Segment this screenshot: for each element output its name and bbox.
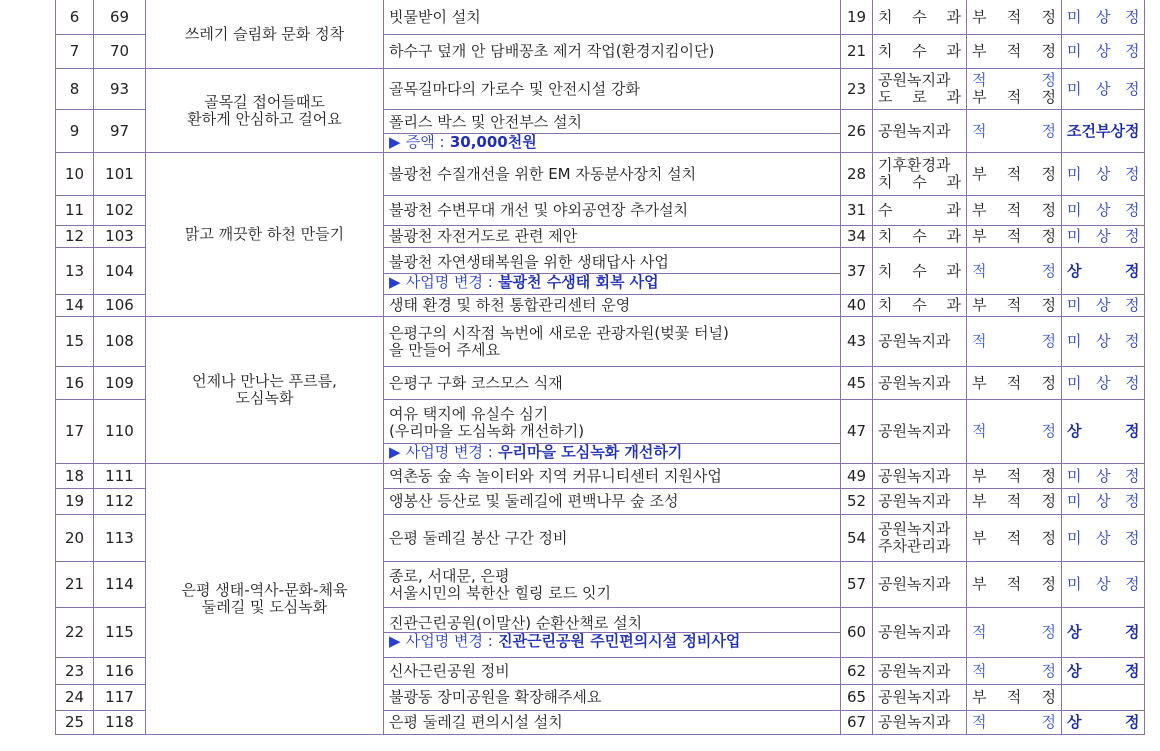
proposal-id: 104 (94, 248, 146, 295)
page-number: 23 (841, 69, 873, 110)
page-number: 31 (841, 196, 873, 226)
proposal-title-line: 역촌동 숲 속 놀이터와 지역 커뮤니티센터 지원사업 (389, 466, 722, 485)
row-number: 18 (56, 464, 94, 489)
proposal-title-line: 불광천 수질개선을 위한 EM 자동분사장치 설치 (389, 164, 697, 183)
review-line: 적 정 (972, 71, 1056, 89)
department (873, 400, 967, 464)
triangle-bullet-icon: ▶ (389, 133, 401, 151)
row-number: 15 (56, 317, 94, 367)
proposal-id: 112 (94, 489, 146, 515)
proposal-id: 117 (94, 685, 146, 711)
page-number: 65 (841, 685, 873, 711)
decision-status: 상 정 (1062, 658, 1145, 685)
proposal-title-line: 여유 택지에 유실수 심기 (389, 404, 549, 423)
group-title (146, 464, 384, 735)
change-note-label: 증액 : (405, 133, 445, 151)
page-number: 52 (841, 489, 873, 515)
row-number: 24 (56, 685, 94, 711)
proposal-title (384, 615, 840, 632)
department-line: 공원녹지과 (878, 713, 951, 731)
review-line: 적 정 (972, 121, 1056, 140)
row-number: 10 (56, 153, 94, 196)
review-line: 적 정 (972, 261, 1056, 280)
proposal-content (384, 226, 841, 248)
review-result (967, 562, 1062, 608)
table-row (56, 69, 1145, 110)
review-line: 부 적 정 (972, 227, 1056, 245)
department-line: 치 수 과 (878, 227, 961, 245)
group-title-line: 골목길 접어들때도 (204, 92, 325, 111)
group-title-line: 맑고 깨끗한 하천 만들기 (184, 225, 345, 243)
row-number: 6 (56, 0, 94, 35)
decision-status: 미 상 정 (1062, 196, 1145, 226)
group-title-line: 언제나 만나는 푸르름, (192, 372, 337, 390)
review-line: 부 적 정 (972, 492, 1056, 510)
proposal-id: 106 (94, 295, 146, 317)
review-line: 적 정 (972, 713, 1056, 731)
proposal-content (384, 464, 841, 489)
decision-status: 미 상 정 (1062, 226, 1145, 248)
department (873, 196, 967, 226)
department-line: 치 수 과 (878, 42, 961, 60)
department-line: 공원녹지과 (878, 623, 951, 641)
group-title (146, 153, 384, 317)
proposal-title-line: 은평 둘레길 편의시설 설치 (389, 713, 563, 731)
department (873, 69, 967, 110)
decision-status: 상 정 (1062, 711, 1145, 735)
proposal-title-line: 은평 둘레길 봉산 구간 정비 (389, 528, 568, 547)
proposal-id: 109 (94, 367, 146, 400)
review-line: 부 적 정 (972, 466, 1056, 485)
change-note (384, 133, 840, 151)
review-result (967, 69, 1062, 110)
department (873, 0, 967, 35)
proposal-title (384, 530, 840, 547)
department-line: 공원녹지과 (878, 71, 951, 89)
proposal-title-line: 불광천 자연생태복원을 위한 생태답사 사업 (389, 252, 669, 271)
page-number: 28 (841, 153, 873, 196)
proposal-title-line: 은평구의 시작점 녹번에 새로운 관광자원(벚꽃 터널) (389, 323, 729, 342)
proposal-title (384, 468, 840, 485)
row-number: 7 (56, 35, 94, 69)
department-line: 공원녹지과 (878, 492, 951, 510)
table-row (56, 0, 1145, 35)
proposal-content (384, 658, 841, 685)
review-line: 부 적 정 (972, 688, 1056, 706)
decision-status: 상 정 (1062, 608, 1145, 658)
department (873, 562, 967, 608)
group-title-line: 도심녹화 (235, 389, 294, 407)
department (873, 658, 967, 685)
group-title-line: 둘레길 및 도심녹화 (201, 598, 328, 616)
department-line: 공원녹지과 (878, 520, 951, 538)
proposal-content (384, 685, 841, 711)
review-result (967, 0, 1062, 35)
decision-status (1062, 685, 1145, 711)
proposal-title-line: 불광천 자전거도로 관련 제안 (389, 227, 578, 245)
group-title (146, 317, 384, 464)
row-number: 12 (56, 226, 94, 248)
proposal-title-line: 서울시민의 북한산 힐링 로드 잇기 (389, 583, 611, 602)
proposal-title-line: 진관근린공원(이말산) 순환산책로 설치 (389, 614, 643, 632)
row-number: 21 (56, 562, 94, 608)
review-line: 부 적 정 (972, 164, 1056, 183)
decision-status: 미 상 정 (1062, 35, 1145, 69)
proposal-content (384, 0, 841, 35)
review-result (967, 317, 1062, 367)
review-line: 부 적 정 (972, 7, 1056, 26)
proposal-title-line: 종로, 서대문, 은평 (389, 566, 510, 585)
change-note (384, 273, 840, 291)
review-result (967, 658, 1062, 685)
change-note-value: 30,000천원 (449, 133, 537, 151)
proposal-id: 103 (94, 226, 146, 248)
proposal-title-line: 을 만들어 주세요 (389, 340, 500, 359)
decision-status: 미 상 정 (1062, 515, 1145, 562)
review-line: 부 적 정 (972, 42, 1056, 60)
row-number: 13 (56, 248, 94, 295)
review-result (967, 489, 1062, 515)
review-result (967, 515, 1062, 562)
proposal-id: 69 (94, 0, 146, 35)
group-title-line: 쓰레기 슬림화 문화 정착 (184, 24, 345, 43)
row-number: 9 (56, 110, 94, 153)
department-line: 치 수 과 (878, 261, 961, 280)
proposal-content (384, 489, 841, 515)
decision-status: 미 상 정 (1062, 295, 1145, 317)
department-line: 주차관리과 (878, 537, 951, 555)
proposal-id: 111 (94, 464, 146, 489)
review-line: 부 적 정 (972, 296, 1056, 314)
proposal-content (384, 196, 841, 226)
page-number: 34 (841, 226, 873, 248)
page-number: 54 (841, 515, 873, 562)
decision-status: 미 상 정 (1062, 153, 1145, 196)
row-number: 25 (56, 711, 94, 735)
proposal-id: 114 (94, 562, 146, 608)
proposal-id: 93 (94, 69, 146, 110)
review-line: 부 적 정 (972, 575, 1056, 593)
change-note-label: 사업명 변경 : (405, 632, 493, 650)
department-line: 공원녹지과 (878, 422, 951, 440)
decision-status: 미 상 정 (1062, 317, 1145, 367)
change-note-label: 사업명 변경 : (405, 443, 493, 461)
page-number: 49 (841, 464, 873, 489)
page-number: 19 (841, 0, 873, 35)
department-line: 공원녹지과 (878, 661, 951, 680)
review-result (967, 464, 1062, 489)
proposal-content (384, 153, 841, 196)
proposal-title (384, 81, 840, 98)
proposal-id: 115 (94, 608, 146, 658)
proposal-content (384, 711, 841, 735)
review-result (967, 608, 1062, 658)
proposal-id: 102 (94, 196, 146, 226)
decision-status: 미 상 정 (1062, 69, 1145, 110)
decision-status: 미 상 정 (1062, 489, 1145, 515)
review-line: 적 정 (972, 422, 1056, 440)
review-line: 부 적 정 (972, 528, 1056, 547)
page-number: 47 (841, 400, 873, 464)
department (873, 295, 967, 317)
proposal-title (384, 402, 840, 443)
group-title (146, 69, 384, 153)
table-row (56, 153, 1145, 196)
department (873, 515, 967, 562)
proposal-content (384, 69, 841, 110)
proposal-review-table (55, 0, 1145, 735)
row-number: 14 (56, 295, 94, 317)
review-result (967, 711, 1062, 735)
row-number: 17 (56, 400, 94, 464)
proposal-title (384, 663, 840, 680)
row-number: 11 (56, 196, 94, 226)
proposal-title-line: 빗물받이 설치 (389, 7, 481, 26)
page-number: 26 (841, 110, 873, 153)
proposal-content (384, 248, 841, 295)
proposal-title (384, 111, 840, 133)
proposal-content (384, 317, 841, 367)
page-number: 67 (841, 711, 873, 735)
proposal-title (384, 43, 840, 60)
change-note-value: 불광천 수생태 회복 사업 (498, 272, 659, 291)
triangle-bullet-icon: ▶ (389, 272, 401, 291)
department (873, 35, 967, 69)
proposal-content (384, 110, 841, 153)
table-row (56, 317, 1145, 367)
review-result (967, 110, 1062, 153)
proposal-title (384, 166, 840, 183)
review-result (967, 153, 1062, 196)
department-line: 공원녹지과 (878, 688, 951, 706)
proposal-content (384, 295, 841, 317)
row-number: 23 (56, 658, 94, 685)
department-line: 치 수 과 (878, 173, 961, 191)
department (873, 248, 967, 295)
page-number: 62 (841, 658, 873, 685)
department-line: 수 과 (878, 201, 961, 219)
review-line: 부 적 정 (972, 88, 1056, 106)
proposal-title (384, 689, 840, 706)
proposal-title-line: 생태 환경 및 하천 통합관리센터 운영 (389, 296, 631, 314)
proposal-title (384, 252, 840, 273)
decision-status: 조건부상정 (1062, 110, 1145, 153)
proposal-title (384, 325, 840, 359)
proposal-title-line: (우리마을 도심녹화 개선하기) (389, 421, 585, 440)
decision-status: 미 상 정 (1062, 464, 1145, 489)
change-note (384, 632, 840, 650)
proposal-content (384, 367, 841, 400)
decision-status: 미 상 정 (1062, 367, 1145, 400)
proposal-title-line: 골목길마다의 가로수 및 안전시설 강화 (389, 79, 640, 98)
proposal-content (384, 400, 841, 464)
review-result (967, 295, 1062, 317)
proposal-id: 110 (94, 400, 146, 464)
department-line: 치 수 과 (878, 296, 961, 314)
change-note (384, 443, 840, 461)
proposal-title (384, 297, 840, 314)
department (873, 685, 967, 711)
department (873, 489, 967, 515)
row-number: 22 (56, 608, 94, 658)
proposal-title (384, 714, 840, 731)
change-note-value: 진관근린공원 주민편의시설 정비사업 (498, 632, 741, 650)
proposal-title-line: 신사근린공원 정비 (389, 661, 510, 680)
proposal-id: 113 (94, 515, 146, 562)
review-result (967, 400, 1062, 464)
department-line: 기후환경과 (878, 156, 951, 174)
department-line: 공원녹지과 (878, 332, 951, 350)
row-number: 19 (56, 489, 94, 515)
review-result (967, 685, 1062, 711)
row-number: 8 (56, 69, 94, 110)
review-result (967, 226, 1062, 248)
proposal-content (384, 515, 841, 562)
proposal-id: 116 (94, 658, 146, 685)
proposal-title-line: 불광천 수변무대 개선 및 야외공연장 추가설치 (389, 201, 689, 219)
department (873, 153, 967, 196)
change-note-label: 사업명 변경 : (405, 272, 493, 291)
page-number: 60 (841, 608, 873, 658)
proposal-title (384, 375, 840, 392)
department-line: 치 수 과 (878, 7, 961, 26)
review-line: 적 정 (972, 623, 1056, 641)
review-result (967, 196, 1062, 226)
row-number: 20 (56, 515, 94, 562)
triangle-bullet-icon: ▶ (389, 443, 401, 461)
proposal-title-line: 앵봉산 등산로 및 둘레길에 편백나무 숲 조성 (389, 492, 679, 510)
proposal-title-line: 불광동 장미공원을 확장해주세요 (389, 688, 602, 706)
proposal-content (384, 562, 841, 608)
row-number: 16 (56, 367, 94, 400)
department-line: 공원녹지과 (878, 121, 951, 140)
group-title-line: 환하게 안심하고 걸어요 (187, 109, 342, 128)
department (873, 110, 967, 153)
page-number: 37 (841, 248, 873, 295)
department (873, 464, 967, 489)
change-note-value: 우리마을 도심녹화 개선하기 (498, 443, 683, 461)
department-line: 공원녹지과 (878, 373, 951, 392)
triangle-bullet-icon: ▶ (389, 632, 401, 650)
proposal-title-line: 하수구 덮개 안 담배꽁초 제거 작업(환경지킴이단) (389, 42, 715, 60)
proposal-id: 108 (94, 317, 146, 367)
review-result (967, 367, 1062, 400)
department-line: 공원녹지과 (878, 575, 951, 593)
group-title-line: 은평 생태-역사-문화-체육 (181, 581, 348, 599)
review-line: 적 정 (972, 661, 1056, 680)
department (873, 226, 967, 248)
proposal-id: 70 (94, 35, 146, 69)
department-line: 도 로 과 (878, 88, 961, 106)
review-line: 부 적 정 (972, 373, 1056, 392)
proposal-title (384, 568, 840, 602)
proposal-title (384, 493, 840, 510)
department (873, 711, 967, 735)
department (873, 608, 967, 658)
proposal-title (384, 9, 840, 26)
department (873, 367, 967, 400)
page-number: 40 (841, 295, 873, 317)
decision-status: 상 정 (1062, 400, 1145, 464)
proposal-id: 101 (94, 153, 146, 196)
proposal-content (384, 608, 841, 658)
proposal-title-line: 은평구 구화 코스모스 식재 (389, 373, 563, 392)
proposal-id: 97 (94, 110, 146, 153)
review-line: 부 적 정 (972, 201, 1056, 219)
review-result (967, 35, 1062, 69)
proposal-id: 118 (94, 711, 146, 735)
proposal-title (384, 228, 840, 245)
decision-status: 미 상 정 (1062, 0, 1145, 35)
page-number: 57 (841, 562, 873, 608)
decision-status: 미 상 정 (1062, 562, 1145, 608)
department-line: 공원녹지과 (878, 466, 951, 485)
group-title (146, 0, 384, 69)
table-row (56, 464, 1145, 489)
page-number: 43 (841, 317, 873, 367)
department (873, 317, 967, 367)
decision-status: 상 정 (1062, 248, 1145, 295)
review-result (967, 248, 1062, 295)
page-number: 21 (841, 35, 873, 69)
review-line: 적 정 (972, 332, 1056, 350)
proposal-content (384, 35, 841, 69)
proposal-title-line: 폴리스 박스 및 안전부스 설치 (389, 112, 582, 131)
proposal-title (384, 202, 840, 219)
page-number: 45 (841, 367, 873, 400)
